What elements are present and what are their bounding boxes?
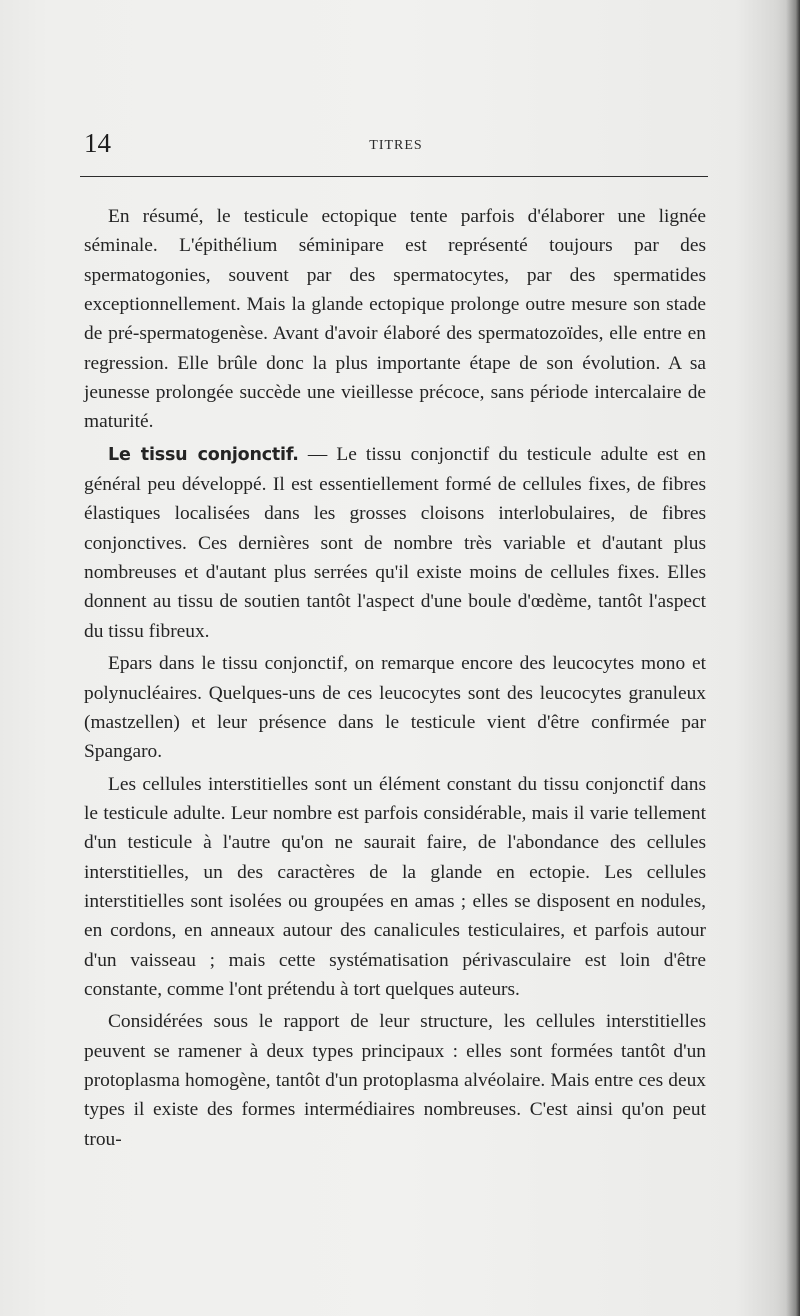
paragraph-leucocytes — [84, 649, 706, 766]
paragraph-summary — [84, 202, 706, 437]
section-title: Le tissu conjonctif. — [108, 444, 299, 465]
page-header — [84, 128, 708, 168]
paragraph-text: Les cellules interstitielles sont un élément constant du tissu conjonctif dans le testicule adulte. Leur nombre est parfois considérable, mais il varie tellement d'un testicule à l'autre qu'on ne saurait faire, de l'abondance des cellules interstitielles, un des caractères de la glande en ectopie. Les cellules interstitielles sont isolées ou groupées en amas ; elles se disposent en nodules, en cordons, en anneaux autour des canalicules testiculaires, et parfois autour d'un vaisseau ; mais cette systématisation périvasculaire est loin d'être constante, comme l'ont prétendu à tort quelques auteurs. — [84, 773, 706, 1000]
paragraph-structure — [84, 1007, 706, 1154]
paragraph-tissu-conjonctif — [84, 440, 706, 646]
paragraph-text: — Le tissu conjonctif du testicule adulte est en général peu développé. Il est essentiellement formé de cellules fixes, de fibres élastiques localisées dans les grosses cloisons interlobulaires, de fibres conjonctives. Ces dernières sont de nombre très variable et d'autant plus nombreuses et d'autant plus serrées qu'il existe moins de cellules fixes. Elles donnent au tissu de soutien tantôt l'aspect d'une boule d'œdème, tantôt l'aspect du tissu fibreux. — [84, 443, 706, 642]
paragraph-text: Epars dans le tissu conjonctif, on remarque encore des leucocytes mono et polynucléaires. Quelques-uns de ces leucocytes sont des leucocytes granuleux (mastzellen) et leur présence dans le testicule vient d'être confirmée par Spangaro. — [84, 653, 706, 763]
page-number: 14 — [84, 128, 111, 158]
body-text — [84, 202, 706, 1154]
running-head: TITRES — [369, 138, 423, 153]
paragraph-text: En résumé, le testicule ectopique tente parfois d'élaborer une lignée séminale. L'épithélium séminipare est représenté toujours par des spermatogonies, souvent par des spermatocytes, par des spermatides exceptionnellement. Mais la glande ectopique prolonge outre mesure son stade de pré-spermatogenèse. Avant d'avoir élaboré des spermatozoïdes, elle entre en regression. Elle brûle donc la plus importante étape de son évolution. A sa jeunesse prolongée succède une vieillesse précoce, sans période intercalaire de maturité. — [84, 206, 706, 433]
header-rule — [80, 176, 708, 177]
paragraph-cellules-interstitielles — [84, 770, 706, 1005]
paragraph-text: Considérées sous le rapport de leur structure, les cellules interstitielles peuvent se ramener à deux types principaux : elles sont formées tantôt d'un protoplasma homogène, tantôt d'un protoplasma alvéolaire. Mais entre ces deux types il existe des formes intermédiaires nombreuses. C'est ainsi qu'on peut trou- — [84, 1011, 706, 1150]
